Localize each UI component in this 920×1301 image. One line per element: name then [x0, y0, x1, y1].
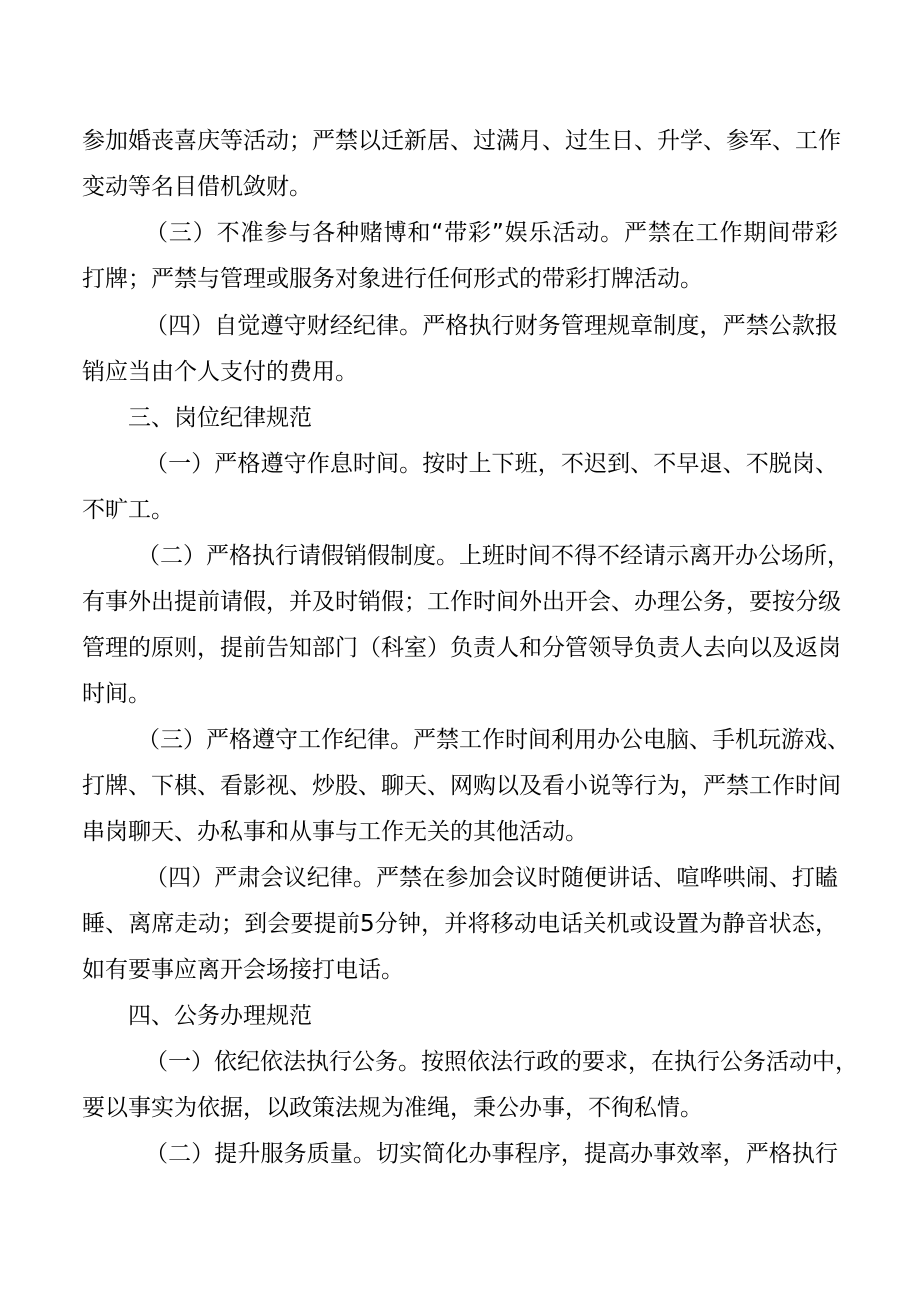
paragraph-line: （三）严格遵守工作纪律。严禁工作时间利用办公电脑、手机玩游戏、	[137, 727, 850, 753]
paragraph-line: （二）提升服务质量。切实简化办事程序，提高办事效率，严格执行	[145, 1141, 838, 1167]
paragraph-line: 如有要事应离开会场接打电话。	[82, 957, 404, 983]
paragraph-line: 变动等名目借机敛财。	[82, 174, 312, 200]
paragraph-line: 有事外出提前请假，并及时销假；工作时间外出开会、办理公务，要按分级	[82, 589, 841, 615]
paragraph-line: 要以事实为依据，以政策法规为准绳，秉公办事，不徇私情。	[82, 1095, 703, 1121]
paragraph-line: 时间。	[82, 681, 151, 707]
paragraph-line: 串岗聊天、办私事和从事与工作无关的其他活动。	[82, 819, 588, 845]
paragraph-line: 睡、离席走动；到会要提前5分钟，并将移动电话关机或设置为静音状态，	[82, 911, 838, 937]
paragraph-line: 管理的原则，提前告知部门（科室）负责人和分管领导负责人去向以及返岗	[82, 635, 841, 661]
paragraph-line: 参加婚丧喜庆等活动；严禁以迁新居、过满月、过生日、升学、参军、工作	[82, 128, 841, 154]
paragraph-line: （一）严格遵守作息时间。按时上下班，不迟到、不早退、不脱岗、	[145, 451, 838, 477]
paragraph-line: 不旷工。	[82, 497, 174, 523]
paragraph-line: （四）严肃会议纪律。严禁在参加会议时随便讲话、喧哗哄闹、打瞌	[145, 865, 838, 891]
paragraph-line: （一）依纪依法执行公务。按照依法行政的要求，在执行公务活动中，	[145, 1049, 858, 1075]
paragraph-line: （三）不准参与各种赌博和“带彩”娱乐活动。严禁在工作期间带彩	[145, 220, 838, 246]
paragraph-line: （二）严格执行请假销假制度。上班时间不得不经请示离开办公场所，	[137, 543, 850, 569]
paragraph-line: 销应当由个人支付的费用。	[82, 359, 358, 385]
paragraph-line: 打牌；严禁与管理或服务对象进行任何形式的带彩打牌活动。	[82, 266, 703, 292]
paragraph-line: 打牌、下棋、看影视、炒股、聊天、网购以及看小说等行为，严禁工作时间	[82, 773, 841, 799]
paragraph-line: （四）自觉遵守财经纪律。严格执行财务管理规章制度，严禁公款报	[145, 313, 838, 339]
section-heading: 四、公务办理规范	[128, 1003, 312, 1029]
section-heading: 三、岗位纪律规范	[128, 405, 312, 431]
